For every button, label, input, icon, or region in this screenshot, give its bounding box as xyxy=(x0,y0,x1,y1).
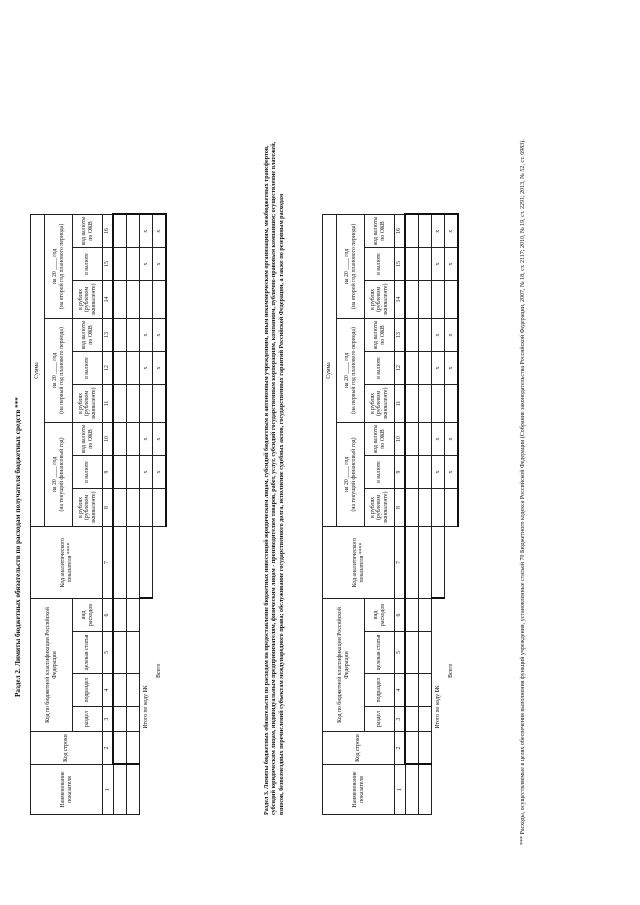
table-cell[interactable] xyxy=(127,319,140,352)
table-cell[interactable] xyxy=(127,599,140,632)
table-cell[interactable] xyxy=(113,632,127,674)
col-num: 11 xyxy=(395,385,406,423)
table-cell[interactable] xyxy=(127,765,140,815)
col-num: 2 xyxy=(103,732,114,765)
col-num: 13 xyxy=(395,319,406,352)
table-cell[interactable] xyxy=(405,215,419,248)
header-year-first-plan: на 20 ____ год (на первый год планового периода) xyxy=(45,319,73,423)
col-num: 10 xyxy=(103,423,114,456)
cross-mark: x xyxy=(445,423,459,456)
table-cell[interactable] xyxy=(432,489,445,527)
table-cell[interactable] xyxy=(153,385,167,423)
table-cell[interactable] xyxy=(419,248,432,281)
col-num: 10 xyxy=(395,423,406,456)
table-cell[interactable] xyxy=(127,352,140,385)
header-name: Наименование показателя xyxy=(31,765,103,815)
header-bk-code: Код по бюджетной классификации Российской Федерации xyxy=(31,599,73,732)
cross-mark: x xyxy=(445,456,459,489)
col-num: 7 xyxy=(103,527,114,599)
table-cell[interactable] xyxy=(432,385,445,423)
table-cell[interactable] xyxy=(405,707,419,732)
header-curr: в валюте xyxy=(365,456,395,489)
cross-mark: x xyxy=(445,215,459,248)
header-curr: в валюте xyxy=(365,248,395,281)
table-cell[interactable] xyxy=(405,765,419,815)
table-cell[interactable] xyxy=(127,489,140,527)
table-cell[interactable] xyxy=(419,423,432,456)
table-cell[interactable] xyxy=(445,385,459,423)
cross-mark: x xyxy=(140,215,153,248)
col-num: 14 xyxy=(395,281,406,319)
table-cell[interactable] xyxy=(419,489,432,527)
cross-mark: x xyxy=(432,248,445,281)
footnote: *** Расходы, осуществляемые в целях обеспечения выполнения функций учреждения, установленные статьей 70 Бюджетного кодекса Российской Федерации (Собрание законодательства Российской Федерации, 2007, № 18, ст. 2117; 2010, № 19, ст. 2291; 2013, № 52, ст. 6983). xyxy=(520,139,526,845)
table-cell[interactable] xyxy=(127,281,140,319)
table-cell[interactable] xyxy=(405,456,419,489)
table-cell[interactable] xyxy=(127,527,140,599)
limits-table xyxy=(322,214,459,816)
header-analytic-code: Код аналитического показателя **** xyxy=(31,527,103,599)
table-cell[interactable] xyxy=(405,674,419,707)
table-cell[interactable] xyxy=(445,281,459,319)
cross-mark: x xyxy=(153,248,167,281)
cross-mark: x xyxy=(140,423,153,456)
col-num: 12 xyxy=(395,352,406,385)
cross-mark: x xyxy=(140,319,153,352)
table-cell[interactable] xyxy=(153,281,167,319)
col-num: 3 xyxy=(103,707,114,732)
header-curr: в валюте xyxy=(73,248,103,281)
col-num: 9 xyxy=(395,456,406,489)
cross-mark: x xyxy=(445,319,459,352)
table-cell[interactable] xyxy=(419,385,432,423)
table-cell[interactable] xyxy=(405,732,419,765)
table-cell[interactable] xyxy=(405,281,419,319)
header-year-current: на 20 ____ год (на текущий финансовый год) xyxy=(45,423,73,527)
table-cell[interactable] xyxy=(113,489,127,527)
header-target: целевая статья xyxy=(73,632,103,674)
col-num: 16 xyxy=(395,215,406,248)
cross-mark: x xyxy=(153,352,167,385)
header-podrazdel: подраздел xyxy=(73,674,103,707)
table-cell[interactable] xyxy=(432,281,445,319)
table-cell[interactable] xyxy=(140,527,153,599)
table-cell[interactable] xyxy=(405,385,419,423)
section-3-title: Раздел 3. Лимиты бюджетных обязательств по расходам на предоставление бюджетных инвестиций юридическим лицам, субсидий бюджетным и автономным учреждениям, иным некоммерческим организациям, межбюджетных трансфертов, субсидий юридическим лицам, индивидуальным предпринимателям, физическим лицам - производителям товаров, работ, услуг, субсидий государственным корпорациям, компаниям, публично-правовым компаниям; осуществление платежей, взносов, безвозмездных перечислений субъектам международного права; обслуживание государственного долга, исполнение судебных актов, государственных гарантий Российской Федерации, а также по резервным расходам xyxy=(264,141,285,815)
header-rub: в рублях (рублевом эквиваленте) xyxy=(365,281,395,319)
col-num: 11 xyxy=(103,385,114,423)
table-cell[interactable] xyxy=(113,732,127,765)
table-section-3 xyxy=(322,214,459,816)
table-section-2 xyxy=(30,214,167,816)
vsego-label: Всего xyxy=(448,663,455,678)
table-cell[interactable] xyxy=(127,632,140,674)
table-cell[interactable] xyxy=(405,319,419,352)
cross-mark: x xyxy=(153,423,167,456)
table-cell[interactable] xyxy=(419,215,432,248)
table-cell[interactable] xyxy=(445,489,459,527)
table-cell[interactable] xyxy=(405,632,419,674)
vsego-label: Всего xyxy=(156,663,163,678)
table-cell[interactable] xyxy=(140,281,153,319)
table-cell[interactable] xyxy=(113,319,127,352)
table-cell[interactable] xyxy=(405,248,419,281)
header-razdel: раздел xyxy=(365,707,395,732)
header-year-second-plan: на 20 ____ год (на второй год планового периода) xyxy=(337,215,365,319)
col-num: 6 xyxy=(103,599,114,632)
table-cell[interactable] xyxy=(432,527,445,599)
cross-mark: x xyxy=(432,423,445,456)
header-curr: в валюте xyxy=(73,456,103,489)
table-cell[interactable] xyxy=(113,527,127,599)
col-num: 4 xyxy=(395,674,406,707)
cross-mark: x xyxy=(432,456,445,489)
col-num: 9 xyxy=(103,456,114,489)
header-name: Наименование показателя xyxy=(323,765,395,815)
header-rub: в рублях (рублевом эквиваленте) xyxy=(365,489,395,527)
col-num: 12 xyxy=(103,352,114,385)
cross-mark: x xyxy=(153,215,167,248)
table-cell[interactable] xyxy=(127,456,140,489)
header-year-first-plan: на 20 ____ год (на первый год планового периода) xyxy=(337,319,365,423)
header-curr: в валюте xyxy=(73,352,103,385)
header-bk-code: Код по бюджетной классификации Российской Федерации xyxy=(323,599,365,732)
table-cell[interactable] xyxy=(419,456,432,489)
table-cell[interactable] xyxy=(419,281,432,319)
table-cell[interactable] xyxy=(113,456,127,489)
table-cell[interactable] xyxy=(419,527,432,599)
table-cell[interactable] xyxy=(419,352,432,385)
header-rub: в рублях (рублевом эквиваленте) xyxy=(365,385,395,423)
table-cell[interactable] xyxy=(419,599,432,632)
col-num: 2 xyxy=(395,732,406,765)
cross-mark: x xyxy=(140,456,153,489)
itogo-label: Итого по коду БК xyxy=(435,685,441,729)
table-cell[interactable] xyxy=(405,599,419,632)
col-num: 8 xyxy=(103,489,114,527)
header-okv: код валюты по ОКВ xyxy=(365,319,395,352)
col-num: 13 xyxy=(103,319,114,352)
table-cell[interactable] xyxy=(419,707,432,732)
header-okv: код валюты по ОКВ xyxy=(73,319,103,352)
table-cell[interactable] xyxy=(113,352,127,385)
cross-mark: x xyxy=(140,248,153,281)
table-cell[interactable] xyxy=(140,489,153,527)
table-cell[interactable] xyxy=(127,707,140,732)
col-num: 1 xyxy=(395,765,406,815)
header-target: целевая статья xyxy=(365,632,395,674)
header-sum: Сумма xyxy=(323,215,337,527)
col-num: 7 xyxy=(395,527,406,599)
header-okv: код валюты по ОКВ xyxy=(73,215,103,248)
table-cell[interactable] xyxy=(113,281,127,319)
table-cell[interactable] xyxy=(405,527,419,599)
table-cell[interactable] xyxy=(140,385,153,423)
header-rub: в рублях (рублевом эквиваленте) xyxy=(73,281,103,319)
header-razdel: раздел xyxy=(73,707,103,732)
header-row-code: Код строки xyxy=(323,732,395,765)
header-sum: Сумма xyxy=(31,215,45,527)
itogo-label: Итого по коду БК xyxy=(143,685,149,729)
col-num: 3 xyxy=(395,707,406,732)
table-cell[interactable] xyxy=(405,489,419,527)
col-num: 15 xyxy=(103,248,114,281)
col-num: 1 xyxy=(103,765,114,815)
col-num: 6 xyxy=(395,599,406,632)
table-cell[interactable] xyxy=(419,765,432,815)
header-year-second-plan: на 20 ____ год (на второй год планового периода) xyxy=(45,215,73,319)
table-cell[interactable] xyxy=(153,489,167,527)
header-okv: код валюты по ОКВ xyxy=(73,423,103,456)
cross-mark: x xyxy=(432,215,445,248)
col-num: 14 xyxy=(103,281,114,319)
header-curr: в валюте xyxy=(365,352,395,385)
header-year-current: на 20 ____ год (на текущий финансовый год) xyxy=(337,423,365,527)
header-vid: вид расходов xyxy=(365,599,395,632)
col-num: 16 xyxy=(103,215,114,248)
table-cell[interactable] xyxy=(113,674,127,707)
cross-mark: x xyxy=(140,352,153,385)
table-cell[interactable] xyxy=(127,385,140,423)
table-cell[interactable] xyxy=(113,385,127,423)
header-okv: код валюты по ОКВ xyxy=(365,215,395,248)
header-analytic-code: Код аналитического показателя **** xyxy=(323,527,395,599)
header-row-code: Код строки xyxy=(31,732,103,765)
header-okv: код валюты по ОКВ xyxy=(365,423,395,456)
col-num: 4 xyxy=(103,674,114,707)
col-num: 8 xyxy=(395,489,406,527)
table-cell[interactable] xyxy=(405,423,419,456)
table-cell[interactable] xyxy=(419,632,432,674)
table-cell[interactable] xyxy=(127,248,140,281)
cross-mark: x xyxy=(153,456,167,489)
header-podrazdel: подраздел xyxy=(365,674,395,707)
cross-mark: x xyxy=(153,319,167,352)
table-cell[interactable] xyxy=(419,732,432,765)
limits-table xyxy=(30,214,167,816)
table-cell[interactable] xyxy=(113,599,127,632)
table-cell[interactable] xyxy=(113,707,127,732)
table-cell[interactable] xyxy=(113,423,127,456)
col-num: 5 xyxy=(103,632,114,674)
table-cell[interactable] xyxy=(127,732,140,765)
table-cell[interactable] xyxy=(405,352,419,385)
table-cell[interactable] xyxy=(127,674,140,707)
cross-mark: x xyxy=(445,352,459,385)
col-num: 15 xyxy=(395,248,406,281)
table-cell[interactable] xyxy=(419,674,432,707)
header-rub: в рублях (рублевом эквиваленте) xyxy=(73,385,103,423)
header-vid: вид расходов xyxy=(73,599,103,632)
table-cell[interactable] xyxy=(113,765,127,815)
table-cell[interactable] xyxy=(419,319,432,352)
cross-mark: x xyxy=(432,319,445,352)
table-cell[interactable] xyxy=(113,248,127,281)
table-cell[interactable] xyxy=(127,215,140,248)
cross-mark: x xyxy=(432,352,445,385)
header-rub: в рублях (рублевом эквиваленте) xyxy=(73,489,103,527)
table-cell[interactable] xyxy=(113,215,127,248)
cross-mark: x xyxy=(445,248,459,281)
col-num: 5 xyxy=(395,632,406,674)
section-2-title: Раздел 2. Лимиты бюджетных обязательств по расходам получателя бюджетных средств *** xyxy=(14,397,22,697)
table-cell[interactable] xyxy=(127,423,140,456)
